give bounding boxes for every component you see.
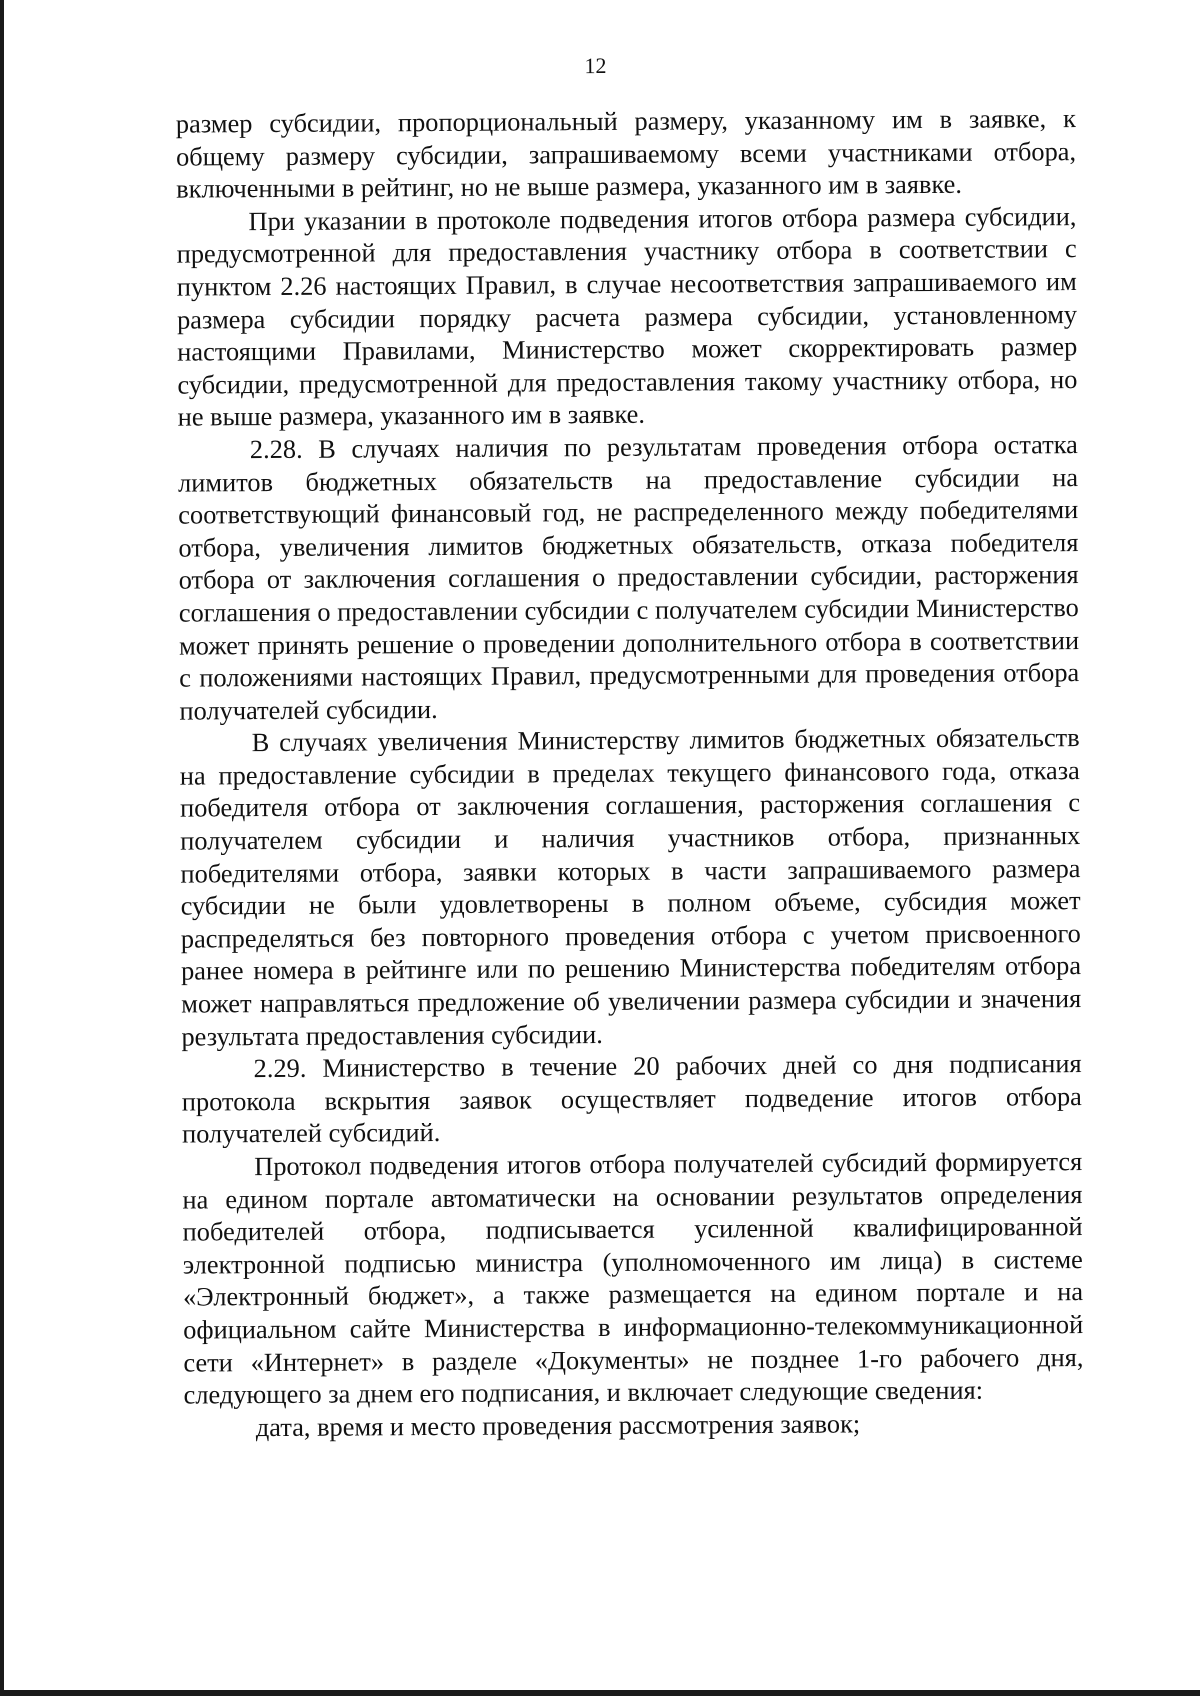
paragraph-limits-increase: В случаях увеличения Министерству лимитов бюджетных обязательств на предоставление субсидии в пределах текущего финансового года, отказа победителя отбора от заключения соглашения, расторжения соглашения с получателем субсидии и наличия участников отбора, признанных победителями отбора, заявки которых в части запрашиваемого размера субсидии не были удовлетворены в полном объеме, субсидия может распределяться без повторного проведения отбора с учетом присвоенного ранее номера в рейтинге или по решению Министерства победителям отбора может направляться предложение об увеличении размера субсидии и значения результата предоставления субсидии. bbox=[179, 722, 1082, 1052]
paragraph-clause-2-29: 2.29. Министерство в течение 20 рабочих дней со дня подписания протокола вскрытия заявок осуществляет подведение итогов отбора получателей субсидий. bbox=[181, 1048, 1082, 1149]
list-item-date-time-place: дата, время и место проведения рассмотрения заявок; bbox=[255, 1408, 861, 1442]
paragraph-clause-2-28: 2.28. В случаях наличия по результатам проведения отбора остатка лимитов бюджетных обязательств на предоставление субсидии на соответствующий финансовый год, не распределенного между победителями отбора, увеличения лимитов бюджетных обязательств, отказа победителя отбора от заключения соглашения о предоставлении субсидии, расторжения соглашения о предоставлении субсидии с получателем субсидии Министерство может принять решение о проведении дополнительного отбора в соответствии с положениями настоящих Правил, предусмотренными для проведения отбора получателей субсидии. bbox=[177, 429, 1080, 726]
paragraph-protocol-formation: Протокол подведения итогов отбора получателей субсидий формируется на едином портале автоматически на основании результатов определения победителей отбора, подписывается усиленной квалифицированной электронной подписью министра (уполномоченного им лица) в системе «Электронный бюджет», а также размещается на едином портале и на официальном сайте Министерства в информационно-телекоммуникационной сети «Интернет» в разделе «Документы» не позднее 1-го рабочего дня, следующего за днем его подписания, и включает следующие сведения: bbox=[182, 1146, 1084, 1410]
page-number: 12 bbox=[584, 52, 607, 79]
body-text bbox=[176, 102, 1084, 1444]
paragraph-continuation: размер субсидии, пропорциональный размеру, указанному им в заявке, к общему размеру субсидии, запрашиваемому всеми участниками отбора, включенными в рейтинг, но не выше размера, указанного им в заявке. bbox=[175, 103, 1077, 204]
paragraph-protocol-correction: При указании в протоколе подведения итогов отбора размера субсидии, предусмотренной для предоставления участнику отбора в соответствии с пунктом 2.26 настоящих Правил, в случае несоответствия запрашиваемого им размера субсидии порядку расчета размера субсидии, установленному настоящими Правилами, Министерство может скорректировать размер субсидии, предусмотренной для предоставления такому участнику отбора, но не выше размера, указанного им в заявке. bbox=[176, 200, 1078, 432]
